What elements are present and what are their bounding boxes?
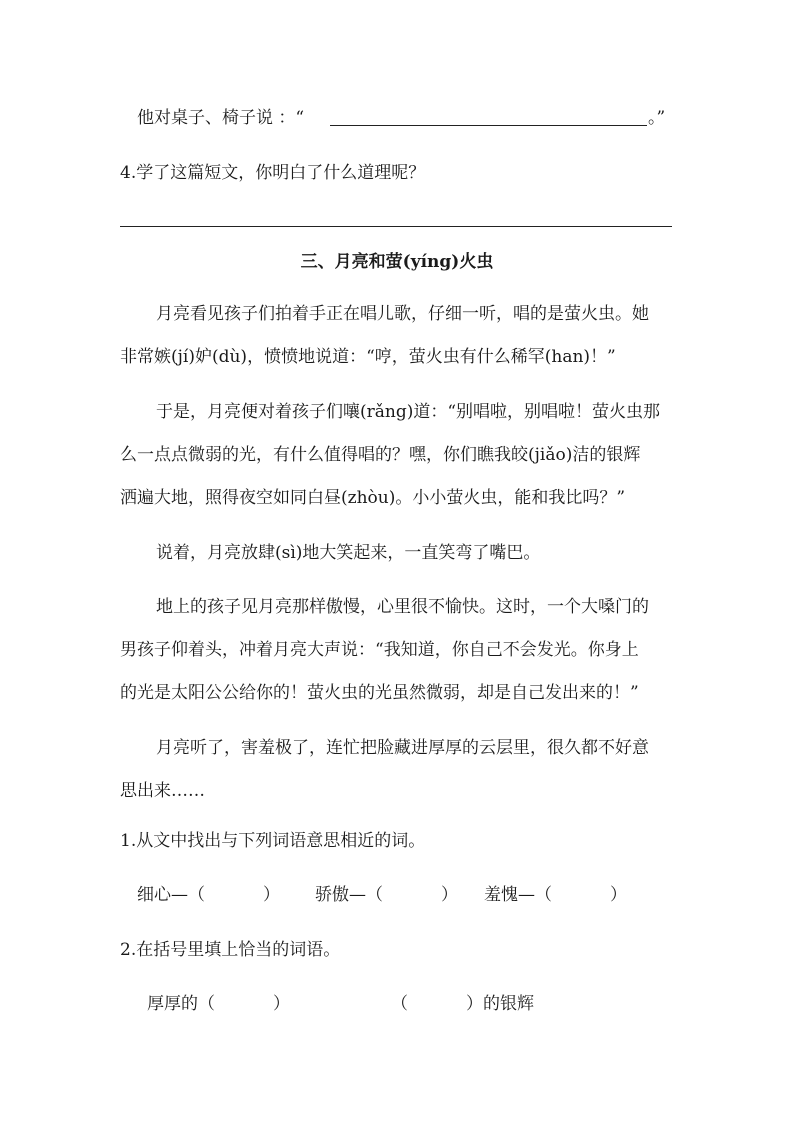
q4-answer-blank[interactable] [120,226,672,227]
section-title: 三、月亮和萤(yíng)火虫 [300,252,494,272]
q1-item-1-prefix: 细心—（ [137,885,205,905]
paragraph-5-line-1: 月亮听了，害羞极了，连忙把脸藏进厚厚的云层里，很久都不好意 [156,738,649,758]
paragraph-5-line-2: 思出来…… [120,781,205,801]
q1-item-2 [315,883,458,907]
question-2: 2.在括号里填上恰当的词语。 [120,940,341,960]
question-1: 1.从文中找出与下列词语意思相近的词。 [120,831,426,851]
paragraph-2-line-1: 于是，月亮便对着孩子们嚷(rǎng)道：“别唱啦，别唱啦！萤火虫那 [156,402,661,422]
q1-item-1 [137,883,280,907]
q2-item-1-prefix: 厚厚的（ [147,994,215,1014]
q1-item-3 [484,883,627,907]
q1-item-1-suffix: ） [263,885,280,905]
q3-answer-suffix: 。” [648,108,666,128]
q2-item-2 [391,992,534,1016]
q1-item-2-suffix: ） [441,885,458,905]
q3-answer-line [137,106,304,130]
paragraph-2-line-2: 么一点点微弱的光，有什么值得唱的？嘿，你们瞧我皎(jiǎo)洁的银辉 [120,445,641,465]
q2-item-2-suffix: ）的银辉 [466,994,534,1014]
q1-item-3-prefix: 羞愧—（ [484,885,552,905]
q1-item-3-suffix: ） [610,885,627,905]
paragraph-4-line-2: 男孩子仰着头，冲着月亮大声说：“我知道，你自己不会发光。你身上 [120,640,639,660]
q4-question: 4.学了这篇短文，你明白了什么道理呢？ [120,163,426,183]
q2-item-1 [147,992,290,1016]
paragraph-4-line-3: 的光是太阳公公给你的！萤火虫的光虽然微弱，却是自己发出来的！” [120,683,639,703]
paragraph-4-line-1: 地上的孩子见月亮那样傲慢，心里很不愉快。这时，一个大嗓门的 [156,597,649,617]
paragraph-3-line-1: 说着，月亮放肆(sì)地大笑起来，一直笑弯了嘴巴。 [156,543,541,563]
q2-item-2-prefix: （ [391,994,408,1014]
q1-item-2-prefix: 骄傲—（ [315,885,383,905]
q2-item-1-suffix: ） [273,994,290,1014]
paragraph-1-line-1: 月亮看见孩子们拍着手正在唱儿歌，仔细一听，唱的是萤火虫。她 [156,304,649,324]
paragraph-1-line-2: 非常嫉(jí)妒(dù)，愤愤地说道：“哼，萤火虫有什么稀罕(han)！” [120,347,616,367]
paragraph-2-line-3: 洒遍大地，照得夜空如同白昼(zhòu)。小小萤火虫，能和我比吗？” [120,488,626,508]
q3-answer-blank[interactable] [330,125,647,126]
q3-answer-prefix: 他对桌子、椅子说 ：“ [137,108,305,128]
